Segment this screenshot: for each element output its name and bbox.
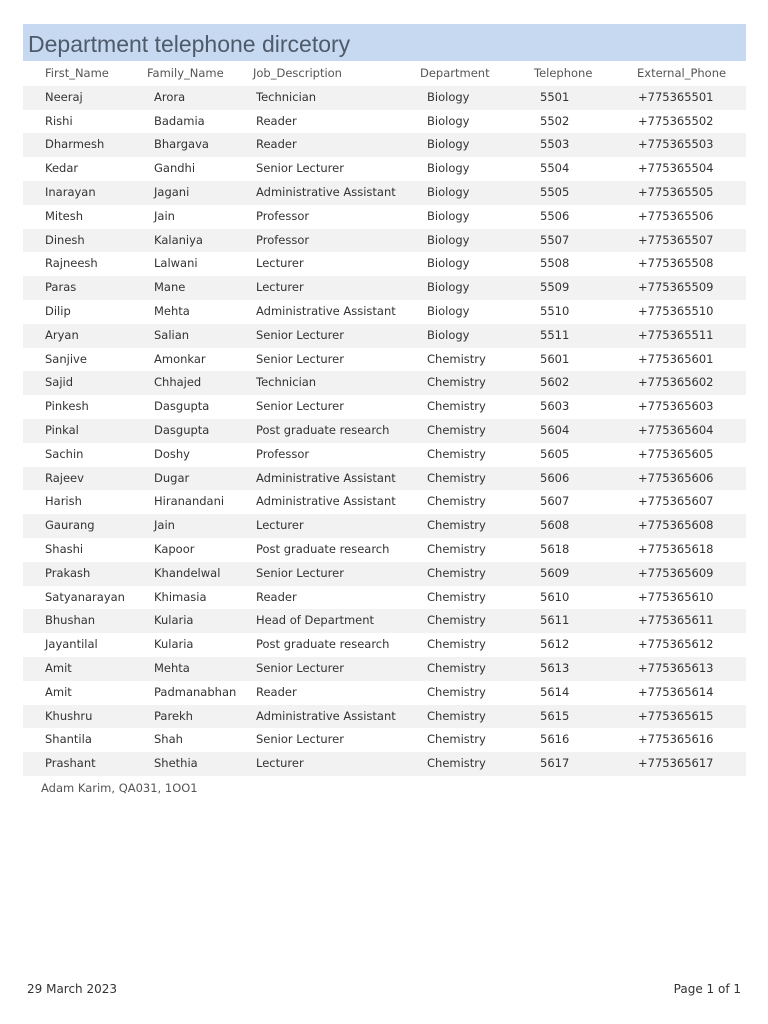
cell-telephone: 5610 [540, 589, 570, 604]
table-row [23, 133, 746, 157]
cell-external-phone: +775365608 [638, 518, 714, 533]
cell-telephone: 5614 [540, 684, 570, 699]
cell-external-phone: +775365612 [638, 637, 714, 652]
cell-external-phone: +775365601 [638, 351, 714, 366]
cell-telephone: 5506 [540, 208, 570, 223]
cell-family-name: Dasgupta [154, 399, 210, 414]
cell-telephone: 5608 [540, 518, 570, 533]
cell-first-name: Gaurang [45, 518, 95, 533]
table-row [23, 728, 746, 752]
cell-department: Chemistry [427, 708, 486, 723]
cell-telephone: 5617 [540, 756, 570, 771]
cell-external-phone: +775365604 [638, 422, 714, 437]
cell-family-name: Salian [154, 327, 190, 342]
cell-telephone: 5618 [540, 541, 570, 556]
cell-first-name: Amit [45, 660, 72, 675]
cell-job-description: Senior Lecturer [256, 399, 344, 414]
cell-department: Biology [427, 327, 470, 342]
cell-job-description: Professor [256, 232, 310, 247]
cell-department: Chemistry [427, 565, 486, 580]
table-row [23, 657, 746, 681]
table-row [23, 324, 746, 348]
cell-job-description: Professor [256, 208, 310, 223]
cell-job-description: Reader [256, 113, 297, 128]
cell-department: Chemistry [427, 494, 486, 509]
cell-telephone: 5609 [540, 565, 570, 580]
table-row [23, 681, 746, 705]
cell-external-phone: +775365501 [638, 89, 714, 104]
cell-department: Biology [427, 303, 470, 318]
cell-first-name: Dharmesh [45, 137, 105, 152]
cell-job-description: Senior Lecturer [256, 351, 344, 366]
cell-first-name: Kedar [45, 161, 79, 176]
cell-first-name: Mitesh [45, 208, 83, 223]
column-header-first-name: First_Name [45, 66, 109, 80]
cell-department: Biology [427, 208, 470, 223]
cell-job-description: Senior Lecturer [256, 732, 344, 747]
cell-telephone: 5613 [540, 660, 570, 675]
cell-first-name: Sanjive [45, 351, 87, 366]
cell-external-phone: +775365506 [638, 208, 714, 223]
cell-external-phone: +775365508 [638, 256, 714, 271]
cell-job-description: Administrative Assistant [256, 470, 396, 485]
cell-telephone: 5507 [540, 232, 570, 247]
cell-job-description: Post graduate research [256, 637, 390, 652]
cell-external-phone: +775365615 [638, 708, 714, 723]
cell-telephone: 5501 [540, 89, 570, 104]
cell-job-description: Post graduate research [256, 541, 390, 556]
cell-department: Biology [427, 161, 470, 176]
table-row [23, 586, 746, 610]
cell-family-name: Shethia [154, 756, 198, 771]
cell-first-name: Neeraj [45, 89, 83, 104]
cell-telephone: 5616 [540, 732, 570, 747]
table-row [23, 467, 746, 491]
cell-family-name: Doshy [154, 446, 190, 461]
cell-telephone: 5603 [540, 399, 570, 414]
cell-telephone: 5612 [540, 637, 570, 652]
cell-external-phone: +775365509 [638, 280, 714, 295]
cell-family-name: Mane [154, 280, 186, 295]
table-row [23, 348, 746, 372]
table-row [23, 395, 746, 419]
report-date: 29 March 2023 [27, 982, 118, 996]
cell-external-phone: +775365605 [638, 446, 714, 461]
cell-department: Chemistry [427, 660, 486, 675]
cell-job-description: Reader [256, 137, 297, 152]
cell-family-name: Jain [154, 208, 175, 223]
cell-telephone: 5607 [540, 494, 570, 509]
cell-first-name: Sachin [45, 446, 84, 461]
cell-first-name: Bhushan [45, 613, 96, 628]
cell-first-name: Khushru [45, 708, 93, 723]
cell-job-description: Reader [256, 684, 297, 699]
cell-job-description: Reader [256, 589, 297, 604]
cell-first-name: Prakash [45, 565, 91, 580]
cell-job-description: Lecturer [256, 280, 304, 295]
cell-department: Biology [427, 280, 470, 295]
column-header-telephone: Telephone [534, 66, 593, 80]
cell-department: Chemistry [427, 613, 486, 628]
cell-first-name: Pinkal [45, 422, 79, 437]
cell-external-phone: +775365603 [638, 399, 714, 414]
cell-first-name: Inarayan [45, 184, 96, 199]
cell-first-name: Harish [45, 494, 82, 509]
cell-external-phone: +775365503 [638, 137, 714, 152]
cell-job-description: Head of Department [256, 613, 375, 628]
cell-department: Biology [427, 232, 470, 247]
cell-family-name: Jagani [154, 184, 190, 199]
cell-external-phone: +775365618 [638, 541, 714, 556]
cell-job-description: Lecturer [256, 256, 304, 271]
cell-telephone: 5602 [540, 375, 570, 390]
cell-first-name: Jayantilal [45, 637, 98, 652]
cell-external-phone: +775365616 [638, 732, 714, 747]
table-row [23, 157, 746, 181]
table-row [23, 276, 746, 300]
cell-department: Biology [427, 137, 470, 152]
cell-external-phone: +775365610 [638, 589, 714, 604]
cell-first-name: Shantila [45, 732, 92, 747]
cell-telephone: 5502 [540, 113, 570, 128]
cell-department: Chemistry [427, 399, 486, 414]
cell-family-name: Khandelwal [154, 565, 221, 580]
column-header-external-phone: External_Phone [637, 66, 727, 80]
cell-department: Chemistry [427, 518, 486, 533]
table-row [23, 205, 746, 229]
cell-first-name: Rajneesh [45, 256, 98, 271]
cell-department: Chemistry [427, 541, 486, 556]
column-header-department: Department [420, 66, 490, 80]
cell-telephone: 5611 [540, 613, 570, 628]
cell-job-description: Post graduate research [256, 422, 390, 437]
cell-family-name: Khimasia [154, 589, 207, 604]
cell-telephone: 5606 [540, 470, 570, 485]
table-row [23, 633, 746, 657]
cell-job-description: Technician [256, 375, 317, 390]
cell-family-name: Chhajed [154, 375, 202, 390]
cell-department: Chemistry [427, 351, 486, 366]
cell-family-name: Dugar [154, 470, 190, 485]
cell-telephone: 5503 [540, 137, 570, 152]
cell-family-name: Kapoor [154, 541, 195, 556]
cell-family-name: Mehta [154, 303, 190, 318]
cell-job-description: Lecturer [256, 518, 304, 533]
cell-job-description: Senior Lecturer [256, 565, 344, 580]
cell-department: Biology [427, 113, 470, 128]
cell-external-phone: +775365611 [638, 613, 714, 628]
cell-department: Chemistry [427, 375, 486, 390]
cell-department: Biology [427, 256, 470, 271]
cell-first-name: Dilip [45, 303, 71, 318]
table-row [23, 181, 746, 205]
table-row [23, 705, 746, 729]
cell-family-name: Amonkar [154, 351, 206, 366]
table-row [23, 229, 746, 253]
cell-first-name: Aryan [45, 327, 79, 342]
column-header-job-description: Job_Description [253, 66, 342, 80]
cell-department: Chemistry [427, 422, 486, 437]
cell-first-name: Prashant [45, 756, 96, 771]
cell-department: Chemistry [427, 637, 486, 652]
page-title: Department telephone dircetory [23, 24, 746, 61]
cell-external-phone: +775365606 [638, 470, 714, 485]
cell-department: Chemistry [427, 756, 486, 771]
cell-external-phone: +775365505 [638, 184, 714, 199]
cell-job-description: Administrative Assistant [256, 184, 396, 199]
cell-department: Biology [427, 89, 470, 104]
cell-job-description: Administrative Assistant [256, 708, 396, 723]
table-body [23, 86, 746, 776]
cell-job-description: Lecturer [256, 756, 304, 771]
cell-external-phone: +775365602 [638, 375, 714, 390]
table-row [23, 86, 746, 110]
cell-family-name: Mehta [154, 660, 190, 675]
cell-department: Chemistry [427, 446, 486, 461]
cell-family-name: Badamia [154, 113, 205, 128]
table-row [23, 562, 746, 586]
cell-family-name: Lalwani [154, 256, 198, 271]
cell-external-phone: +775365614 [638, 684, 714, 699]
cell-department: Chemistry [427, 589, 486, 604]
cell-family-name: Kularia [154, 637, 194, 652]
cell-family-name: Kularia [154, 613, 194, 628]
cell-telephone: 5605 [540, 446, 570, 461]
cell-job-description: Senior Lecturer [256, 327, 344, 342]
cell-department: Chemistry [427, 684, 486, 699]
cell-external-phone: +775365502 [638, 113, 714, 128]
cell-family-name: Hiranandani [154, 494, 225, 509]
cell-first-name: Paras [45, 280, 77, 295]
cell-external-phone: +775365504 [638, 161, 714, 176]
cell-family-name: Arora [154, 89, 186, 104]
cell-first-name: Amit [45, 684, 72, 699]
table-row [23, 514, 746, 538]
cell-family-name: Bhargava [154, 137, 209, 152]
cell-job-description: Senior Lecturer [256, 660, 344, 675]
cell-telephone: 5601 [540, 351, 570, 366]
cell-external-phone: +775365613 [638, 660, 714, 675]
cell-family-name: Shah [154, 732, 183, 747]
cell-external-phone: +775365511 [638, 327, 714, 342]
cell-external-phone: +775365507 [638, 232, 714, 247]
cell-external-phone: +775365609 [638, 565, 714, 580]
cell-job-description: Administrative Assistant [256, 303, 396, 318]
cell-external-phone: +775365607 [638, 494, 714, 509]
cell-telephone: 5504 [540, 161, 570, 176]
table-row [23, 490, 746, 514]
cell-telephone: 5604 [540, 422, 570, 437]
cell-first-name: Shashi [45, 541, 84, 556]
table-row [23, 371, 746, 395]
cell-telephone: 5510 [540, 303, 570, 318]
cell-first-name: Rishi [45, 113, 73, 128]
table-row [23, 609, 746, 633]
table-header [23, 62, 746, 86]
cell-job-description: Technician [256, 89, 317, 104]
table-row [23, 419, 746, 443]
cell-telephone: 5615 [540, 708, 570, 723]
table-row [23, 252, 746, 276]
cell-family-name: Gandhi [154, 161, 196, 176]
cell-job-description: Administrative Assistant [256, 494, 396, 509]
cell-job-description: Senior Lecturer [256, 161, 344, 176]
cell-first-name: Pinkesh [45, 399, 89, 414]
cell-family-name: Kalaniya [154, 232, 203, 247]
cell-external-phone: +775365617 [638, 756, 714, 771]
cell-telephone: 5508 [540, 256, 570, 271]
cell-first-name: Rajeev [45, 470, 84, 485]
page-number: Page 1 of 1 [673, 982, 741, 996]
footer-note: Adam Karim, QA031, 1OO1 [41, 781, 198, 795]
table-row [23, 300, 746, 324]
cell-job-description: Professor [256, 446, 310, 461]
cell-department: Chemistry [427, 732, 486, 747]
cell-first-name: Dinesh [45, 232, 85, 247]
table-row [23, 110, 746, 134]
cell-department: Biology [427, 184, 470, 199]
cell-family-name: Parekh [154, 708, 193, 723]
table-row [23, 752, 746, 776]
table-row [23, 443, 746, 467]
cell-department: Chemistry [427, 470, 486, 485]
directory-table [23, 62, 746, 776]
cell-first-name: Satyanarayan [45, 589, 125, 604]
cell-family-name: Jain [154, 518, 175, 533]
cell-telephone: 5505 [540, 184, 570, 199]
cell-family-name: Padmanabhan [154, 684, 237, 699]
cell-telephone: 5511 [540, 327, 570, 342]
table-row [23, 538, 746, 562]
cell-family-name: Dasgupta [154, 422, 210, 437]
column-header-family-name: Family_Name [147, 66, 224, 80]
cell-telephone: 5509 [540, 280, 570, 295]
cell-external-phone: +775365510 [638, 303, 714, 318]
cell-first-name: Sajid [45, 375, 74, 390]
